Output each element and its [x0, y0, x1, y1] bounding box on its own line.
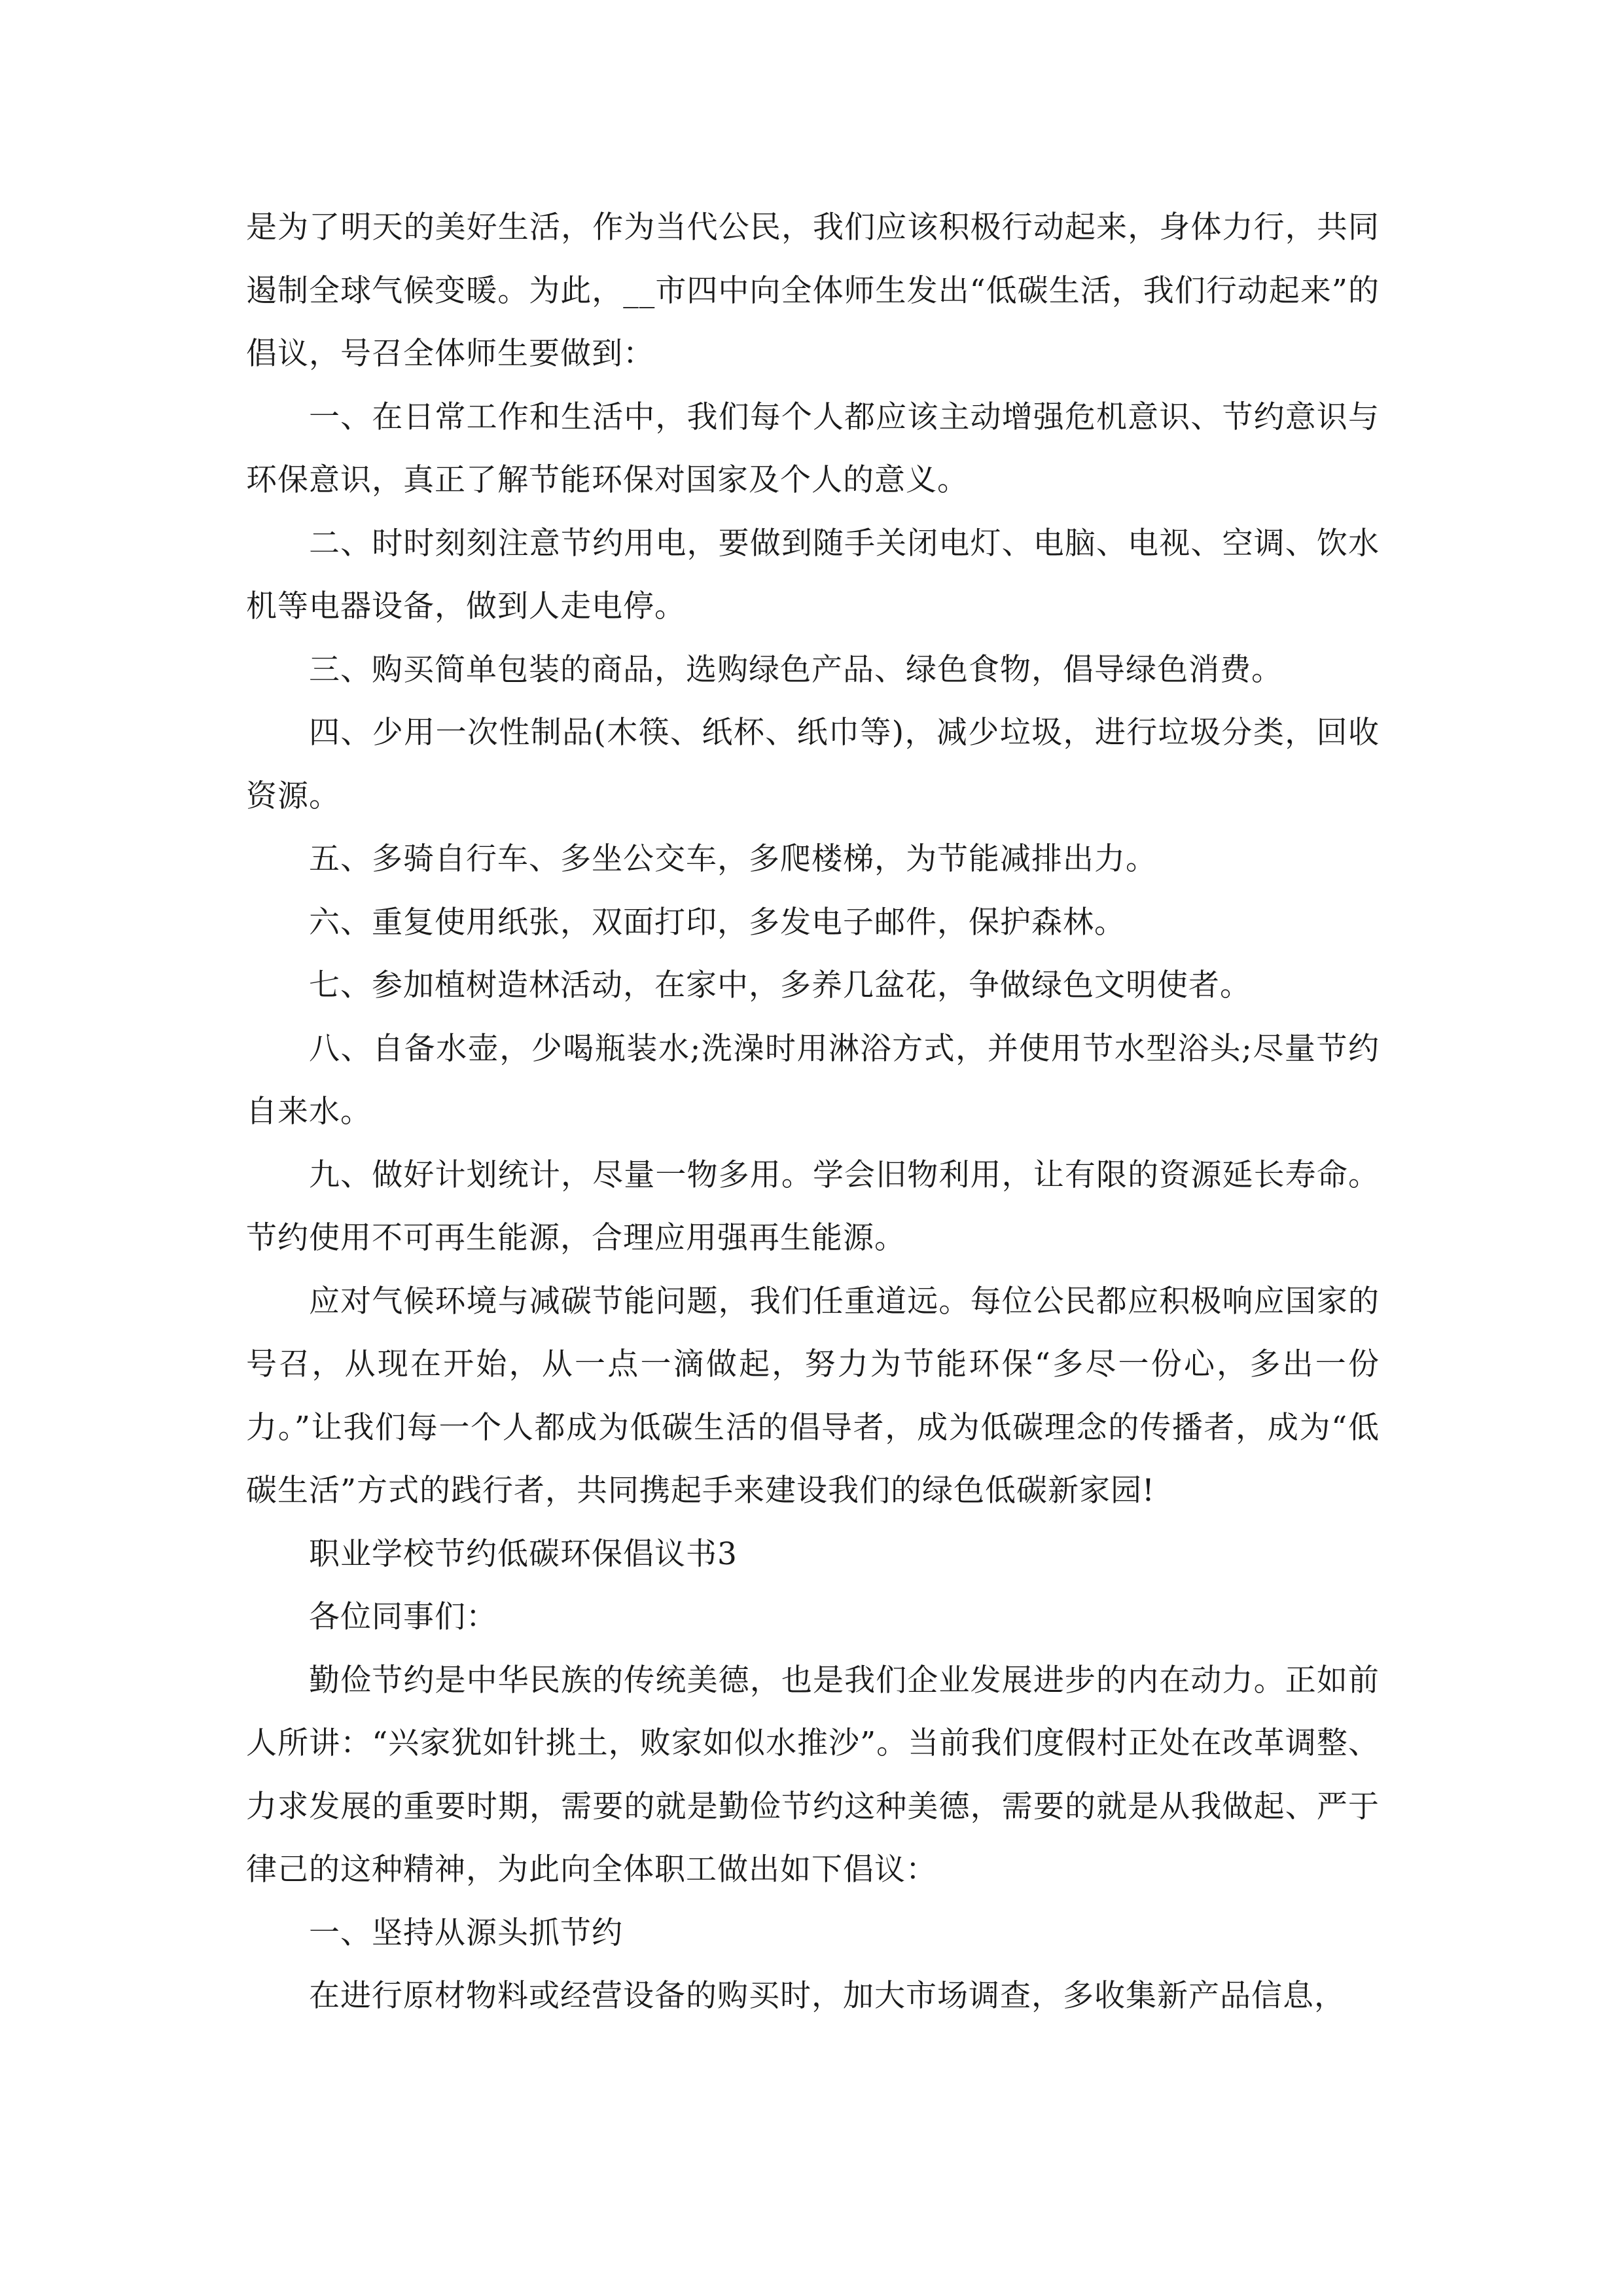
paragraph: 八、自备水壶，少喝瓶装水;洗澡时用淋浴方式，并使用节水型浴头;尽量节约自来水。 [246, 1030, 1380, 1130]
paragraph: 四、少用一次性制品(木筷、纸杯、纸巾等)，减少垃圾，进行垃圾分类，回收资源。 [246, 715, 1380, 814]
paragraph: 九、做好计划统计，尽量一物多用。学会旧物利用，让有限的资源延长寿命。节约使用不可再生能源，合理应用强再生能源。 [246, 1157, 1380, 1256]
paragraph: 三、购买简单包装的商品，选购绿色产品、绿色食物，倡导绿色消费。 [309, 651, 1283, 688]
paragraph: 五、多骑自行车、多坐公交车，多爬楼梯，为节能减排出力。 [309, 841, 1157, 877]
paragraph: 二、时时刻刻注意节约用电，要做到随手关闭电灯、电脑、电视、空调、饮水机等电器设备，做到人走电停。 [246, 525, 1380, 624]
paragraph: 一、在日常工作和生活中，我们每个人都应该主动增强危机意识、节约意识与环保意识，真正了解节能环保对国家及个人的意义。 [246, 399, 1380, 498]
paragraph: 七、参加植树造林活动，在家中，多养几盆花，争做绿色文明使者。 [309, 967, 1251, 1003]
paragraph: 在进行原材物料或经营设备的购买时，加大市场调查，多收集新产品信息， [309, 1978, 1346, 2014]
salutation: 各位同事们： [309, 1599, 497, 1635]
paragraph: 勤俭节约是中华民族的传统美德，也是我们企业发展进步的内在动力。正如前人所讲：“兴家犹如针挑土，败家如似水推沙”。当前我们度假村正处在改革调整、力求发展的重要时期，需要的就是勤俭节约这种美德，需要的就是从我做起、严于律己的这种精神，为此向全体职工做出如下倡议： [246, 1662, 1380, 1888]
paragraph: 六、重复使用纸张，双面打印，多发电子邮件，保护森林。 [309, 904, 1126, 941]
document-body [246, 196, 1380, 2028]
paragraph: 是为了明天的美好生活，作为当代公民，我们应该积极行动起来，身体力行，共同遏制全球气候变暖。为此，__市四中向全体师生发出“低碳生活，我们行动起来”的倡议，号召全体师生要做到： [246, 209, 1380, 372]
subheading: 一、坚持从源头抓节约 [309, 1914, 623, 1951]
paragraph: 应对气候环境与减碳节能问题，我们任重道远。每位公民都应积极响应国家的号召，从现在开始，从一点一滴做起，努力为节能环保“多尽一份心，多出一份力。”让我们每一个人都成为低碳生活的倡导者，成为低碳理念的传播者，成为“低碳生活”方式的践行者，共同携起手来建设我们的绿色低碳新家园! [246, 1283, 1380, 1509]
section-title: 职业学校节约低碳环保倡议书3 [309, 1535, 738, 1572]
